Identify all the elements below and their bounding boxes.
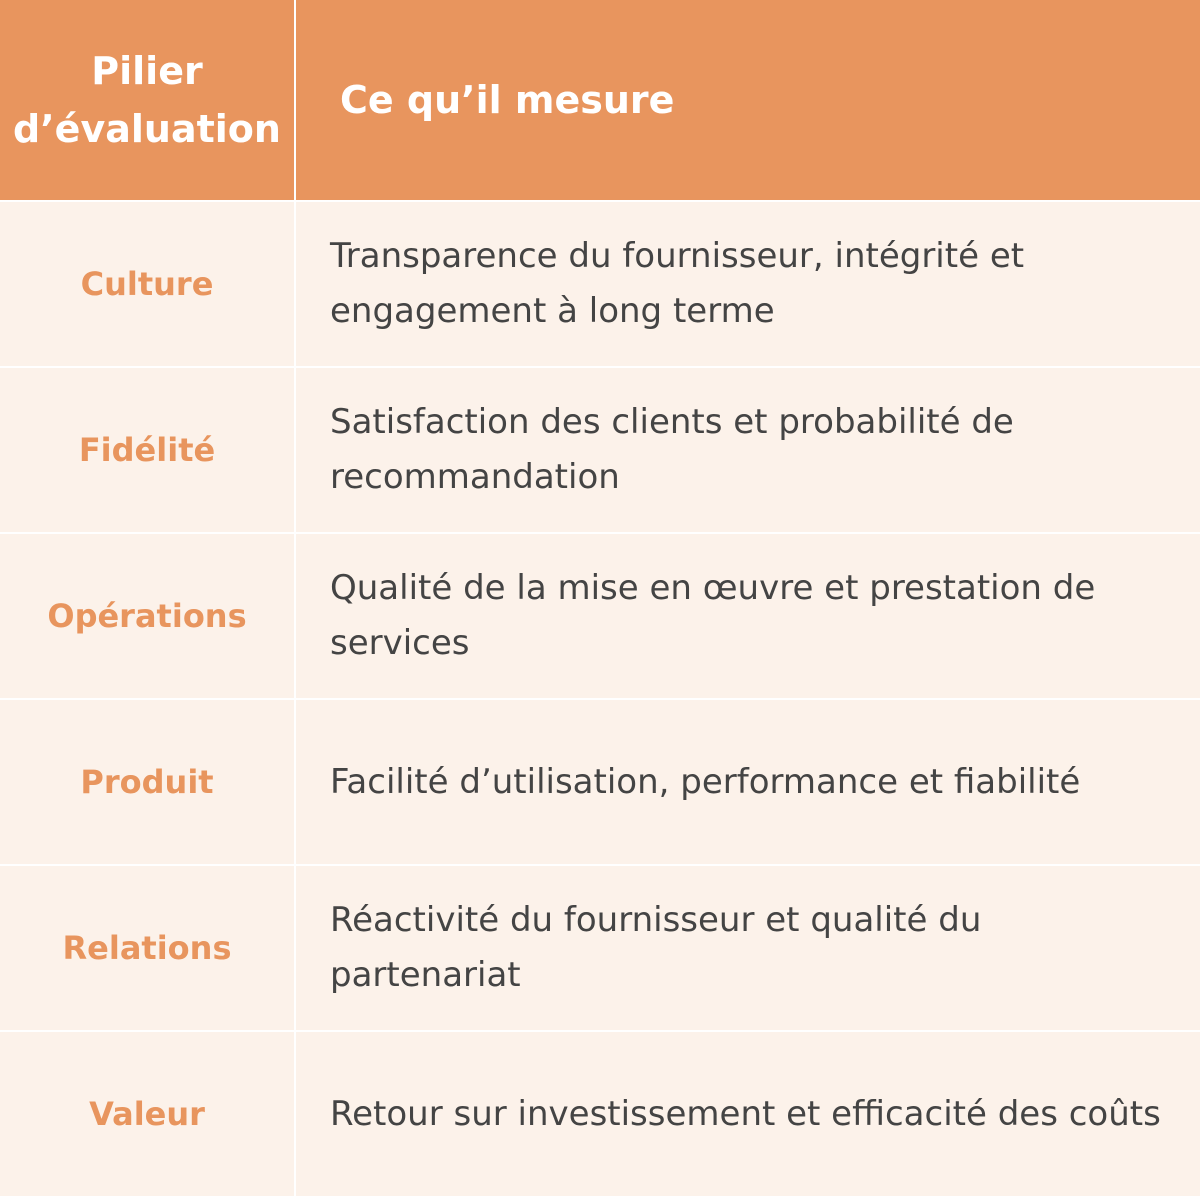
header-measure-cell xyxy=(296,0,1200,200)
measure-text: Transparence du fournisseur, intégrité et engagement à long terme xyxy=(330,236,1025,331)
row-pillar-culture xyxy=(0,202,294,366)
pillar-label: Culture xyxy=(80,265,214,303)
row-measure-relations xyxy=(296,866,1200,1030)
row-measure-produit xyxy=(296,700,1200,864)
row-measure-culture xyxy=(296,202,1200,366)
measure-text: Réactivité du fournisseur et qualité du partenariat xyxy=(330,900,982,995)
row-pillar-fidelite xyxy=(0,368,294,532)
row-pillar-operations xyxy=(0,534,294,698)
pillar-label: Produit xyxy=(80,763,214,801)
measure-text: Qualité de la mise en œuvre et prestation de services xyxy=(330,568,1096,663)
row-measure-operations xyxy=(296,534,1200,698)
row-pillar-produit xyxy=(0,700,294,864)
row-measure-fidelite xyxy=(296,368,1200,532)
measure-text: Satisfaction des clients et probabilité de recommandation xyxy=(330,402,1014,497)
measure-text: Retour sur investissement et efficacité des coûts xyxy=(330,1093,1161,1134)
header-measure-label: Ce qu’il mesure xyxy=(340,78,675,122)
header-pillar-label: Pilier d’évaluation xyxy=(13,49,281,151)
measure-text: Facilité d’utilisation, performance et fiabilité xyxy=(330,761,1081,802)
pillar-label: Relations xyxy=(62,929,232,967)
row-pillar-valeur xyxy=(0,1032,294,1196)
pillar-label: Valeur xyxy=(89,1095,205,1133)
row-measure-valeur xyxy=(296,1032,1200,1196)
pillar-label: Fidélité xyxy=(78,431,216,469)
pillar-label: Opérations xyxy=(47,597,247,635)
row-pillar-relations xyxy=(0,866,294,1030)
header-pillar-cell xyxy=(0,0,294,200)
